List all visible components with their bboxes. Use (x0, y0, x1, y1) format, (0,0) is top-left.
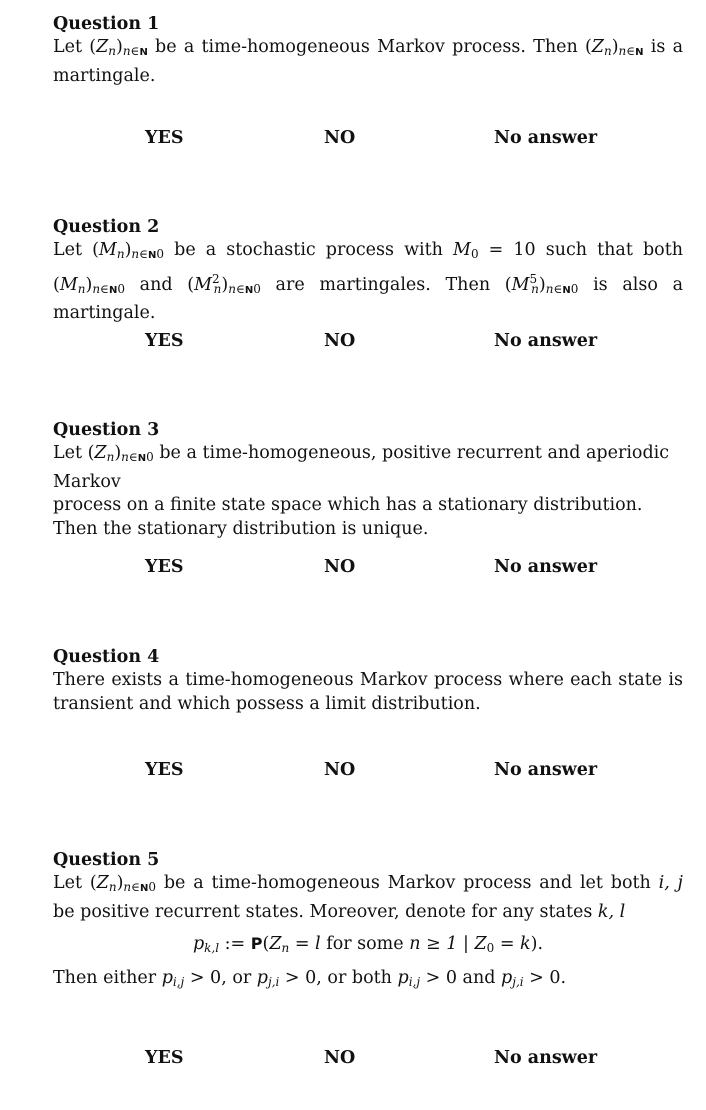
no-option[interactable]: NO (324, 760, 356, 780)
yes-option[interactable]: YES (145, 760, 184, 780)
question-text: There exists a time-homogeneous Markov process where each state is transient and which possess a limit distribution. (53, 670, 683, 714)
no-answer-option[interactable]: No answer (494, 331, 598, 351)
display-equation: pk,l := P(Zn = l for some n ≥ 1 | Z0 = k). (192, 934, 544, 955)
yes-option[interactable]: YES (145, 557, 184, 577)
question-3 (53, 419, 683, 541)
question-text: Let (Zn)n∈N be a time-homogeneous Markov process. Then (Zn)n∈N is a martingale. (53, 37, 683, 86)
no-option[interactable]: NO (324, 128, 356, 148)
question-text: Let (Mn)n∈N0 be a stochastic process with M0 = 10 such that both (Mn)n∈N0 and $(M^2n)n\in N0$ are martingales. Then $(M^5n)n\in N0$ is also a martingale. (53, 240, 684, 323)
question-text: Let (Zn)n∈N0 be a time-homogeneous Markov process and let both i, j be positive recurrent states. Moreover, denote for any states k, l (53, 873, 683, 922)
question-text: Let (Zn)n∈N0 be a time-homogeneous, positive recurrent and aperiodic Markov process on a finite state space which has a stationary distribution. Then the stationary distribution is unique. (53, 443, 670, 539)
yes-option[interactable]: YES (145, 331, 184, 351)
question-title: Question 4 (53, 647, 160, 667)
no-option[interactable]: NO (324, 1048, 356, 1068)
no-option[interactable]: NO (324, 331, 356, 351)
no-answer-option[interactable]: No answer (494, 760, 598, 780)
question-title: Question 3 (53, 420, 160, 440)
question-4 (53, 646, 683, 716)
no-answer-option[interactable]: No answer (494, 1048, 598, 1068)
question-1 (53, 13, 683, 88)
question-title: Question 5 (53, 850, 160, 870)
question-2 (53, 216, 683, 326)
no-answer-option[interactable]: No answer (494, 128, 598, 148)
question-5 (53, 849, 683, 995)
yes-option[interactable]: YES (145, 1048, 184, 1068)
question-title: Question 2 (53, 217, 160, 237)
no-answer-option[interactable]: No answer (494, 557, 598, 577)
question-title: Question 1 (53, 14, 160, 34)
yes-option[interactable]: YES (145, 128, 184, 148)
conclusion-text: Then either pi,j > 0, or pj,i > 0, or both pi,j > 0 and pj,i > 0. (53, 968, 567, 989)
no-option[interactable]: NO (324, 557, 356, 577)
